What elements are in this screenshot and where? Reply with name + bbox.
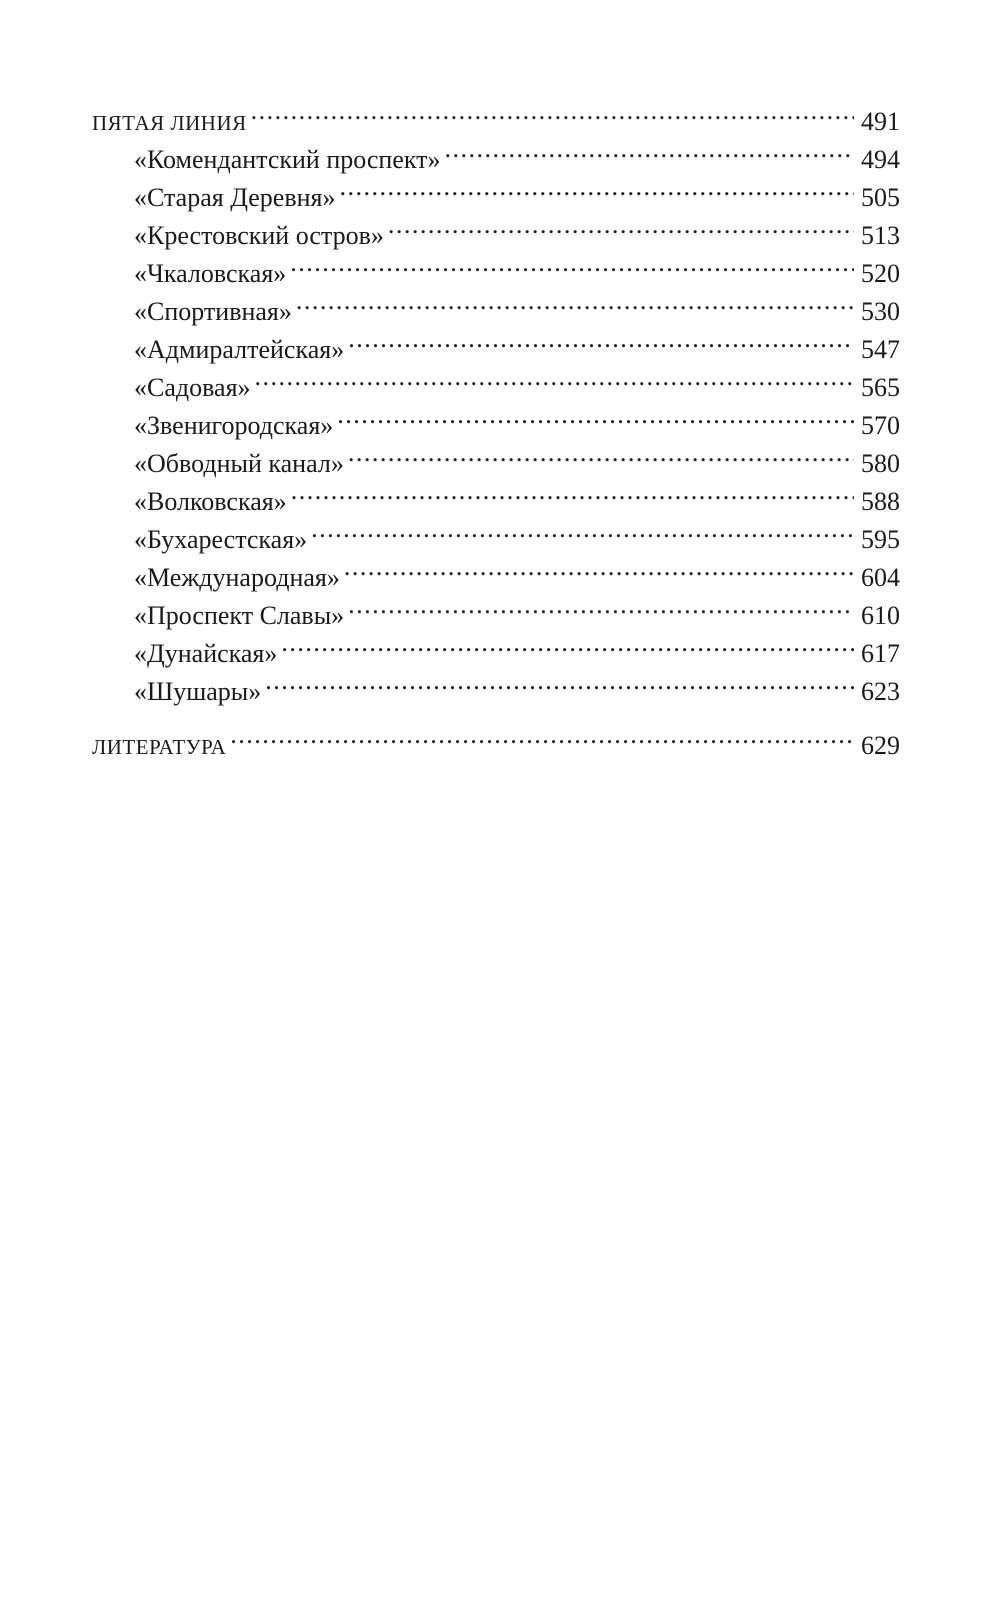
- dot-leader: [344, 548, 854, 586]
- toc-heading-title: ПЯТАЯ ЛИНИЯ: [92, 111, 247, 135]
- toc-heading-title: ЛИТЕРАТУРА: [92, 735, 227, 759]
- toc-entry-title: «Дунайская»: [134, 639, 278, 668]
- toc-entry-title: «Спортивная»: [134, 297, 292, 326]
- dot-leader: [337, 396, 854, 434]
- dot-leader: [388, 206, 854, 244]
- toc-entry-title: «Старая Деревня»: [134, 183, 336, 212]
- toc-entry-title: «Проспект Славы»: [134, 601, 345, 630]
- toc-entry-title: «Обводный канал»: [134, 449, 344, 478]
- toc-page-number: 530: [861, 297, 900, 326]
- dot-leader: [255, 358, 854, 396]
- toc-page-number: 491: [861, 107, 900, 136]
- toc-page-number: 513: [861, 221, 900, 250]
- toc-entry-title: «Шушары»: [134, 677, 262, 706]
- toc-page-number: 520: [861, 259, 900, 288]
- toc-entry-title: «Адмиралтейская»: [134, 335, 345, 364]
- toc-page-number: 580: [861, 449, 900, 478]
- toc-section-literature: [92, 716, 900, 760]
- toc-page-number: 623: [861, 677, 900, 706]
- dot-leader: [290, 244, 854, 282]
- toc-page-number: 565: [861, 373, 900, 402]
- toc-page-number: 505: [861, 183, 900, 212]
- dot-leader: [348, 320, 854, 358]
- dot-leader: [230, 716, 854, 754]
- dot-leader: [348, 434, 854, 472]
- toc-page-number: 610: [861, 601, 900, 630]
- toc-page-number: 588: [861, 487, 900, 516]
- table-of-contents: [92, 92, 900, 760]
- toc-entry-title: «Чкаловская»: [134, 259, 287, 288]
- dot-leader: [311, 510, 854, 548]
- toc-entry-title: «Волковская»: [134, 487, 287, 516]
- toc-entry-title: «Международная»: [134, 563, 340, 592]
- dot-leader: [340, 168, 855, 206]
- toc-entry-title: «Комендантский проспект»: [134, 145, 441, 174]
- toc-entry-title: «Звенигородская»: [134, 411, 334, 440]
- dot-leader: [251, 92, 854, 130]
- toc-entry-title: «Бухарестская»: [134, 525, 308, 554]
- toc-page-number: 604: [861, 563, 900, 592]
- toc-heading[interactable]: [92, 716, 900, 760]
- dot-leader: [348, 586, 854, 624]
- toc-page-number: 570: [861, 411, 900, 440]
- toc-page-number: 494: [861, 145, 900, 174]
- toc-page-number: 595: [861, 525, 900, 554]
- dot-leader: [291, 472, 854, 510]
- dot-leader: [445, 130, 854, 168]
- dot-leader: [281, 624, 854, 662]
- toc-page-number: 617: [861, 639, 900, 668]
- toc-heading[interactable]: [92, 92, 900, 136]
- toc-entry-title: «Крестовский остров»: [134, 221, 384, 250]
- toc-page-number: 547: [861, 335, 900, 364]
- toc-entry-title: «Садовая»: [134, 373, 251, 402]
- toc-section-fifth-line: [92, 92, 900, 706]
- dot-leader: [296, 282, 854, 320]
- dot-leader: [265, 662, 854, 700]
- toc-page-number: 629: [861, 731, 900, 760]
